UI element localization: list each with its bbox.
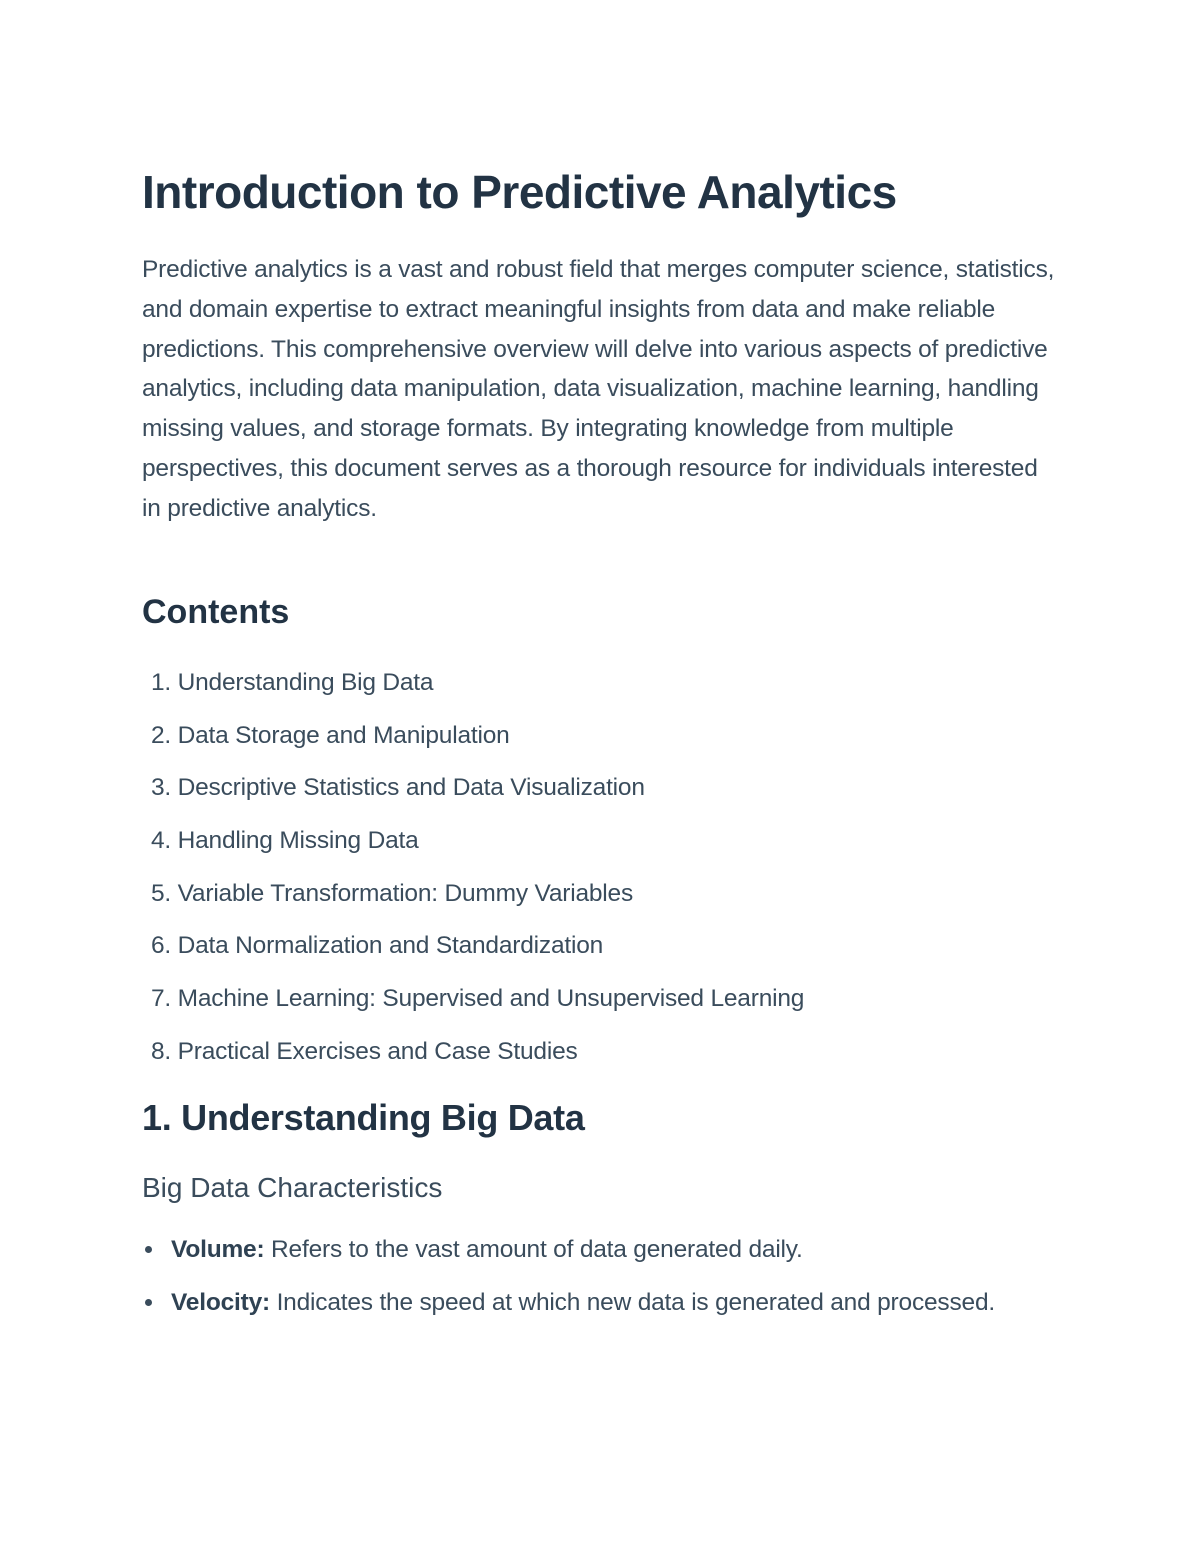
toc-item — [142, 716, 804, 769]
document-title: Introduction to Predictive Analytics — [142, 166, 897, 218]
toc-item-label: Data Normalization and Standardization — [177, 932, 604, 960]
list-item-term: Velocity: — [171, 1288, 270, 1316]
toc-item — [142, 821, 804, 874]
toc-item-number: 8. — [150, 1037, 171, 1065]
toc-item — [142, 926, 804, 979]
toc-item-label: Handling Missing Data — [177, 827, 419, 855]
list-item-term: Volume: — [171, 1236, 265, 1263]
toc-item-number: 6. — [150, 932, 171, 960]
toc-item — [142, 663, 804, 716]
intro-paragraph: Predictive analytics is a vast and robust field that merges computer science, statistics, and domain expertise to extract meaningful insights from data and make reliable predictions. This comprehensive overview will delve into various aspects of predictive analytics, including data manipulation, data visualization, machine learning, handling missing values, and storage formats. By integrating knowledge from multiple perspectives, this document serves as a thorough resource for individuals interested in predictive analytics. — [142, 256, 1055, 522]
characteristics-list — [142, 1230, 1042, 1336]
toc-item-label: Understanding Big Data — [177, 669, 434, 696]
toc-item-label: Machine Learning: Supervised and Unsupervised Learning — [177, 985, 805, 1013]
toc-item — [142, 768, 804, 821]
list-item — [142, 1230, 1042, 1270]
list-item-text: Refers to the vast amount of data generated daily. — [264, 1236, 803, 1263]
toc-item-label: Variable Transformation: Dummy Variables — [177, 879, 634, 907]
bullet-icon — [145, 1299, 152, 1306]
contents-heading: Contents — [142, 593, 290, 631]
toc-item-number: 2. — [150, 721, 171, 749]
toc-item-number: 4. — [150, 827, 171, 855]
toc-item-label: Practical Exercises and Case Studies — [177, 1037, 578, 1065]
toc-item-number: 5. — [150, 879, 171, 907]
toc-item-number: 1. — [150, 669, 171, 696]
toc-item — [142, 1032, 804, 1085]
toc-item — [142, 874, 804, 927]
list-item-text: Indicates the speed at which new data is generated and processed. — [269, 1288, 995, 1316]
list-item — [142, 1283, 1042, 1323]
toc-item-number: 7. — [150, 985, 171, 1013]
subsection-heading: Big Data Characteristics — [142, 1172, 443, 1203]
table-of-contents — [142, 663, 804, 1085]
toc-item-label: Data Storage and Manipulation — [177, 721, 510, 749]
toc-item — [142, 979, 804, 1032]
toc-item-number: 3. — [150, 774, 171, 802]
section-heading: 1. Understanding Big Data — [142, 1097, 585, 1138]
toc-item-label: Descriptive Statistics and Data Visualization — [177, 774, 645, 802]
bullet-icon — [145, 1246, 152, 1253]
